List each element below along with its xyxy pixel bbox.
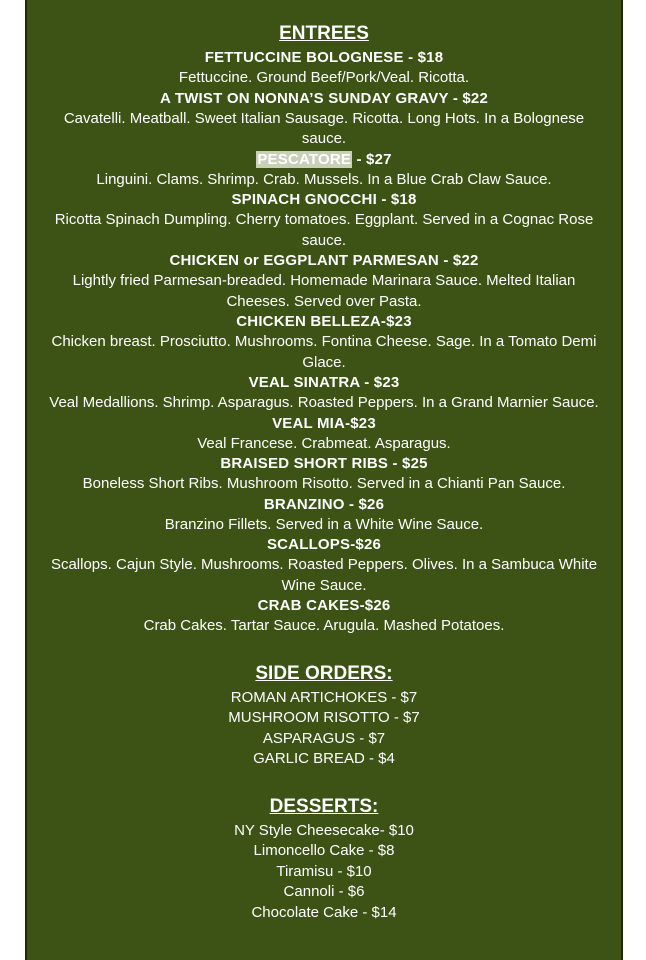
entree-item [27,89,621,150]
side-order-item: GARLIC BREAD - $4 [253,750,395,767]
side-order-item: ASPARAGUS - $7 [262,729,386,747]
entree-item [27,312,621,373]
menu-page [25,0,623,960]
entree-item [27,150,621,191]
dessert-item: Chocolate Cake - $14 [251,903,397,921]
entree-desc: Chicken breast. Prosciutto. Mushrooms. Fontina Cheese. Sage. In a Tomato Demi Glace. [51,333,597,371]
entree-desc: Boneless Short Ribs. Mushroom Risotto. Served in a Chianti Pan Sauce. [82,475,566,492]
entrees-title: ENTREES [279,23,369,44]
entree-desc: Veal Francese. Crabmeat. Asparagus. [197,434,451,452]
entree-name: VEAL SINATRA - $23 [248,374,400,391]
entree-name: CHICKEN BELLEZA-$23 [236,313,412,330]
side-order-item: ROMAN ARTICHOKES - $7 [230,688,418,706]
entree-item [27,373,621,414]
entree-name: SCALLOPS-$26 [266,536,382,553]
entree-desc: Branzino Fillets. Served in a White Wine Sauce. [164,515,484,533]
entree-desc: Lightly fried Parmesan-breaded. Homemade Marinara Sauce. Melted Italian Cheeses. Served over Pasta. [72,272,576,310]
entree-desc: Cavatelli. Meatball. Sweet Italian Sausage. Ricotta. Long Hots. In a Bolognese sauce. [63,109,585,147]
entree-desc: Ricotta Spinach Dumpling. Cherry tomatoes. Eggplant. Served in a Cognac Rose sauce. [54,211,594,249]
dessert-item: Limoncello Cake - $8 [253,842,395,859]
dessert-item: Cannoli - $6 [283,883,365,900]
side-orders-title: SIDE ORDERS: [255,662,393,684]
side-order-item: MUSHROOM RISOTTO - $7 [228,709,420,726]
entree-price: - $27 [352,150,392,168]
entree-item [27,495,621,536]
entree-item [27,48,621,89]
desserts-title: DESSERTS: [269,795,379,817]
search-highlight: PESCATORE [257,150,352,168]
entree-item [27,251,621,312]
entree-desc: Fettuccine. Ground Beef/Pork/Veal. Ricotta. [178,69,470,86]
entree-name: FETTUCCINE BOLOGNESE - $18 [204,49,444,66]
entree-name [27,150,621,170]
entree-item [27,454,621,495]
entree-desc: Scallops. Cajun Style. Mushrooms. Roasted Peppers. Olives. In a Sambuca White Wine Sauce. [50,556,598,594]
entree-name: A TWIST ON NONNA’S SUNDAY GRAVY - $22 [159,89,489,107]
entree-item [27,414,621,455]
menu-content [27,20,621,923]
entree-name: BRAISED SHORT RIBS - $25 [220,455,428,472]
entree-item [27,535,621,596]
entree-desc: Linguini. Clams. Shrimp. Crab. Mussels. In a Blue Crab Claw Sauce. [96,170,552,188]
entree-name: VEAL MIA-$23 [272,414,376,432]
entree-desc: Crab Cakes. Tartar Sauce. Arugula. Mashed Potatoes. [143,617,505,634]
dessert-item: Tiramisu - $10 [276,862,372,880]
entree-name: CRAB CAKES-$26 [257,597,391,614]
entree-name: BRANZINO - $26 [263,495,385,513]
entree-desc: Veal Medallions. Shrimp. Asparagus. Roasted Peppers. In a Grand Marnier Sauce. [49,394,599,411]
entree-name: SPINACH GNOCCHI - $18 [231,191,417,208]
dessert-item: NY Style Cheesecake- $10 [234,821,414,839]
entree-name: CHICKEN or EGGPLANT PARMESAN - $22 [169,252,479,269]
entree-item [27,596,621,637]
entree-item [27,190,621,251]
